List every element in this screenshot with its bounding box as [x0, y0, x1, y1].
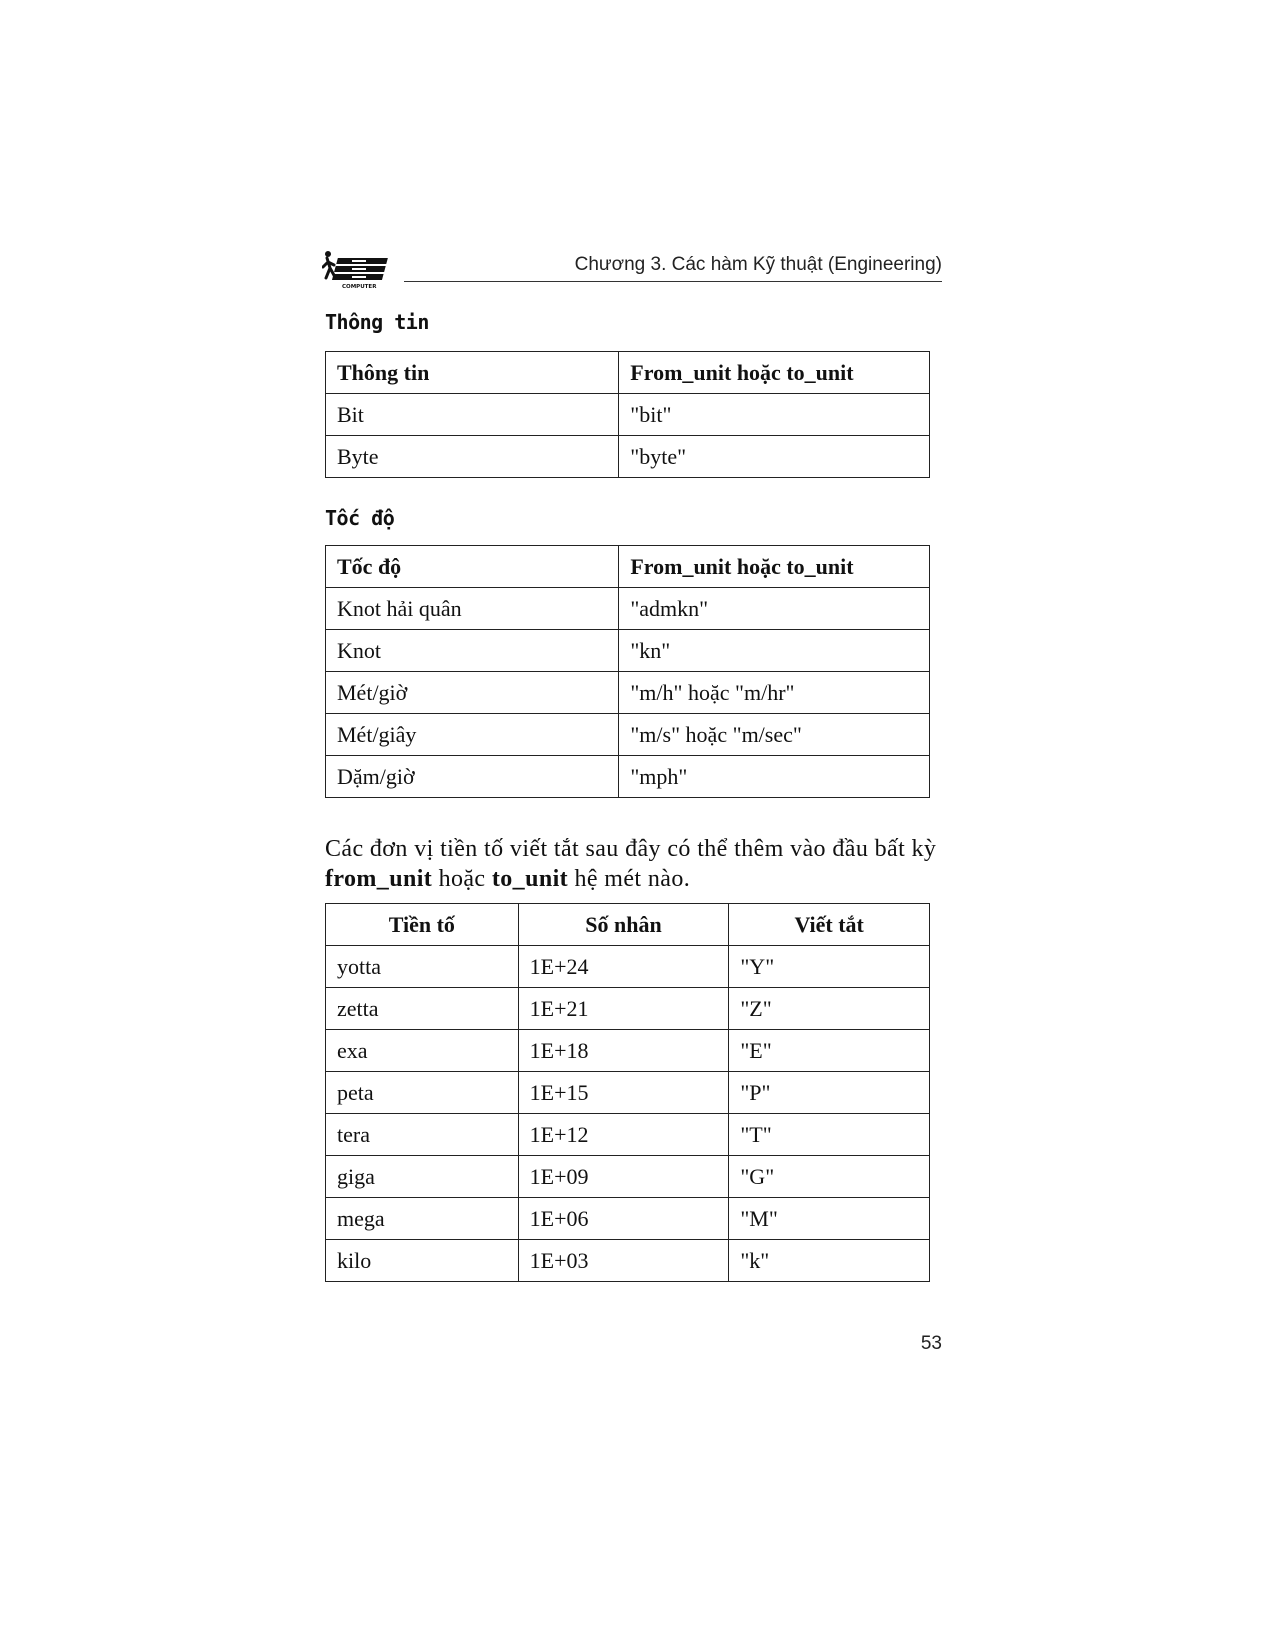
table-row — [326, 1240, 930, 1282]
prefix-description-paragraph — [325, 834, 945, 894]
paragraph-bold-term: from_unit — [325, 866, 433, 892]
table-row — [326, 394, 930, 436]
table-cell: Mét/giây — [326, 714, 619, 756]
column-header: Tốc độ — [326, 546, 619, 588]
table-cell: "kn" — [619, 630, 930, 672]
table-cell: "M" — [729, 1198, 930, 1240]
table-row — [326, 1072, 930, 1114]
page-header — [322, 250, 942, 290]
header-rule — [404, 281, 942, 282]
column-header: Số nhân — [518, 904, 729, 946]
table-row — [326, 1198, 930, 1240]
table-row — [326, 756, 930, 798]
table-header-row — [326, 904, 930, 946]
table-cell: 1E+18 — [518, 1030, 729, 1072]
paragraph-text: hoặc — [432, 866, 492, 892]
table-cell: "E" — [729, 1030, 930, 1072]
table-header-row — [326, 546, 930, 588]
logo-text: COMPUTER — [342, 284, 377, 290]
table-cell: "T" — [729, 1114, 930, 1156]
column-header: Viết tắt — [729, 904, 930, 946]
paragraph-text: Các đơn vị tiền tố viết tắt sau đây có thể thêm vào đầu bất kỳ — [325, 836, 937, 862]
table-cell: "G" — [729, 1156, 930, 1198]
table-cell: "admkn" — [619, 588, 930, 630]
table-cell: yotta — [326, 946, 519, 988]
speed-unit-table — [325, 545, 930, 798]
table-row — [326, 988, 930, 1030]
table-cell: "byte" — [619, 436, 930, 478]
table-cell: "bit" — [619, 394, 930, 436]
table-cell: tera — [326, 1114, 519, 1156]
table-cell: "mph" — [619, 756, 930, 798]
table-cell: zetta — [326, 988, 519, 1030]
table-cell: kilo — [326, 1240, 519, 1282]
computer-books-logo-icon — [322, 250, 402, 290]
column-header: From_unit hoặc to_unit — [619, 352, 930, 394]
table-cell: 1E+12 — [518, 1114, 729, 1156]
chapter-title: Chương 3. Các hàm Kỹ thuật (Engineering) — [574, 254, 942, 275]
table-cell: "Y" — [729, 946, 930, 988]
table-row — [326, 436, 930, 478]
table-row — [326, 714, 930, 756]
table-cell: "m/s" hoặc "m/sec" — [619, 714, 930, 756]
table-cell: 1E+09 — [518, 1156, 729, 1198]
table-cell: "Z" — [729, 988, 930, 1030]
table-cell: exa — [326, 1030, 519, 1072]
info-unit-table — [325, 351, 930, 478]
page-number: 53 — [920, 1333, 942, 1354]
table-cell: 1E+06 — [518, 1198, 729, 1240]
table-row — [326, 1114, 930, 1156]
table-row — [326, 672, 930, 714]
table-cell: "m/h" hoặc "m/hr" — [619, 672, 930, 714]
section-heading-speed: Tốc độ — [325, 506, 395, 530]
prefix-table — [325, 903, 930, 1282]
column-header: Tiền tố — [326, 904, 519, 946]
table-row — [326, 630, 930, 672]
paragraph-bold-term: to_unit — [491, 866, 569, 892]
table-cell: 1E+03 — [518, 1240, 729, 1282]
table-cell: Knot — [326, 630, 619, 672]
table-cell: Bit — [326, 394, 619, 436]
table-row — [326, 1156, 930, 1198]
table-cell: peta — [326, 1072, 519, 1114]
table-cell: Mét/giờ — [326, 672, 619, 714]
table-header-row — [326, 352, 930, 394]
table-cell: Knot hải quân — [326, 588, 619, 630]
section-heading-info: Thông tin — [325, 310, 429, 334]
paragraph-text: hệ mét nào. — [568, 866, 691, 892]
column-header: Thông tin — [326, 352, 619, 394]
column-header: From_unit hoặc to_unit — [619, 546, 930, 588]
table-cell: giga — [326, 1156, 519, 1198]
table-cell: mega — [326, 1198, 519, 1240]
table-cell: Byte — [326, 436, 619, 478]
table-cell: 1E+24 — [518, 946, 729, 988]
table-row — [326, 946, 930, 988]
table-row — [326, 1030, 930, 1072]
table-cell: Dặm/giờ — [326, 756, 619, 798]
table-cell: 1E+15 — [518, 1072, 729, 1114]
table-row — [326, 588, 930, 630]
table-cell: "k" — [729, 1240, 930, 1282]
table-cell: 1E+21 — [518, 988, 729, 1030]
table-cell: "P" — [729, 1072, 930, 1114]
